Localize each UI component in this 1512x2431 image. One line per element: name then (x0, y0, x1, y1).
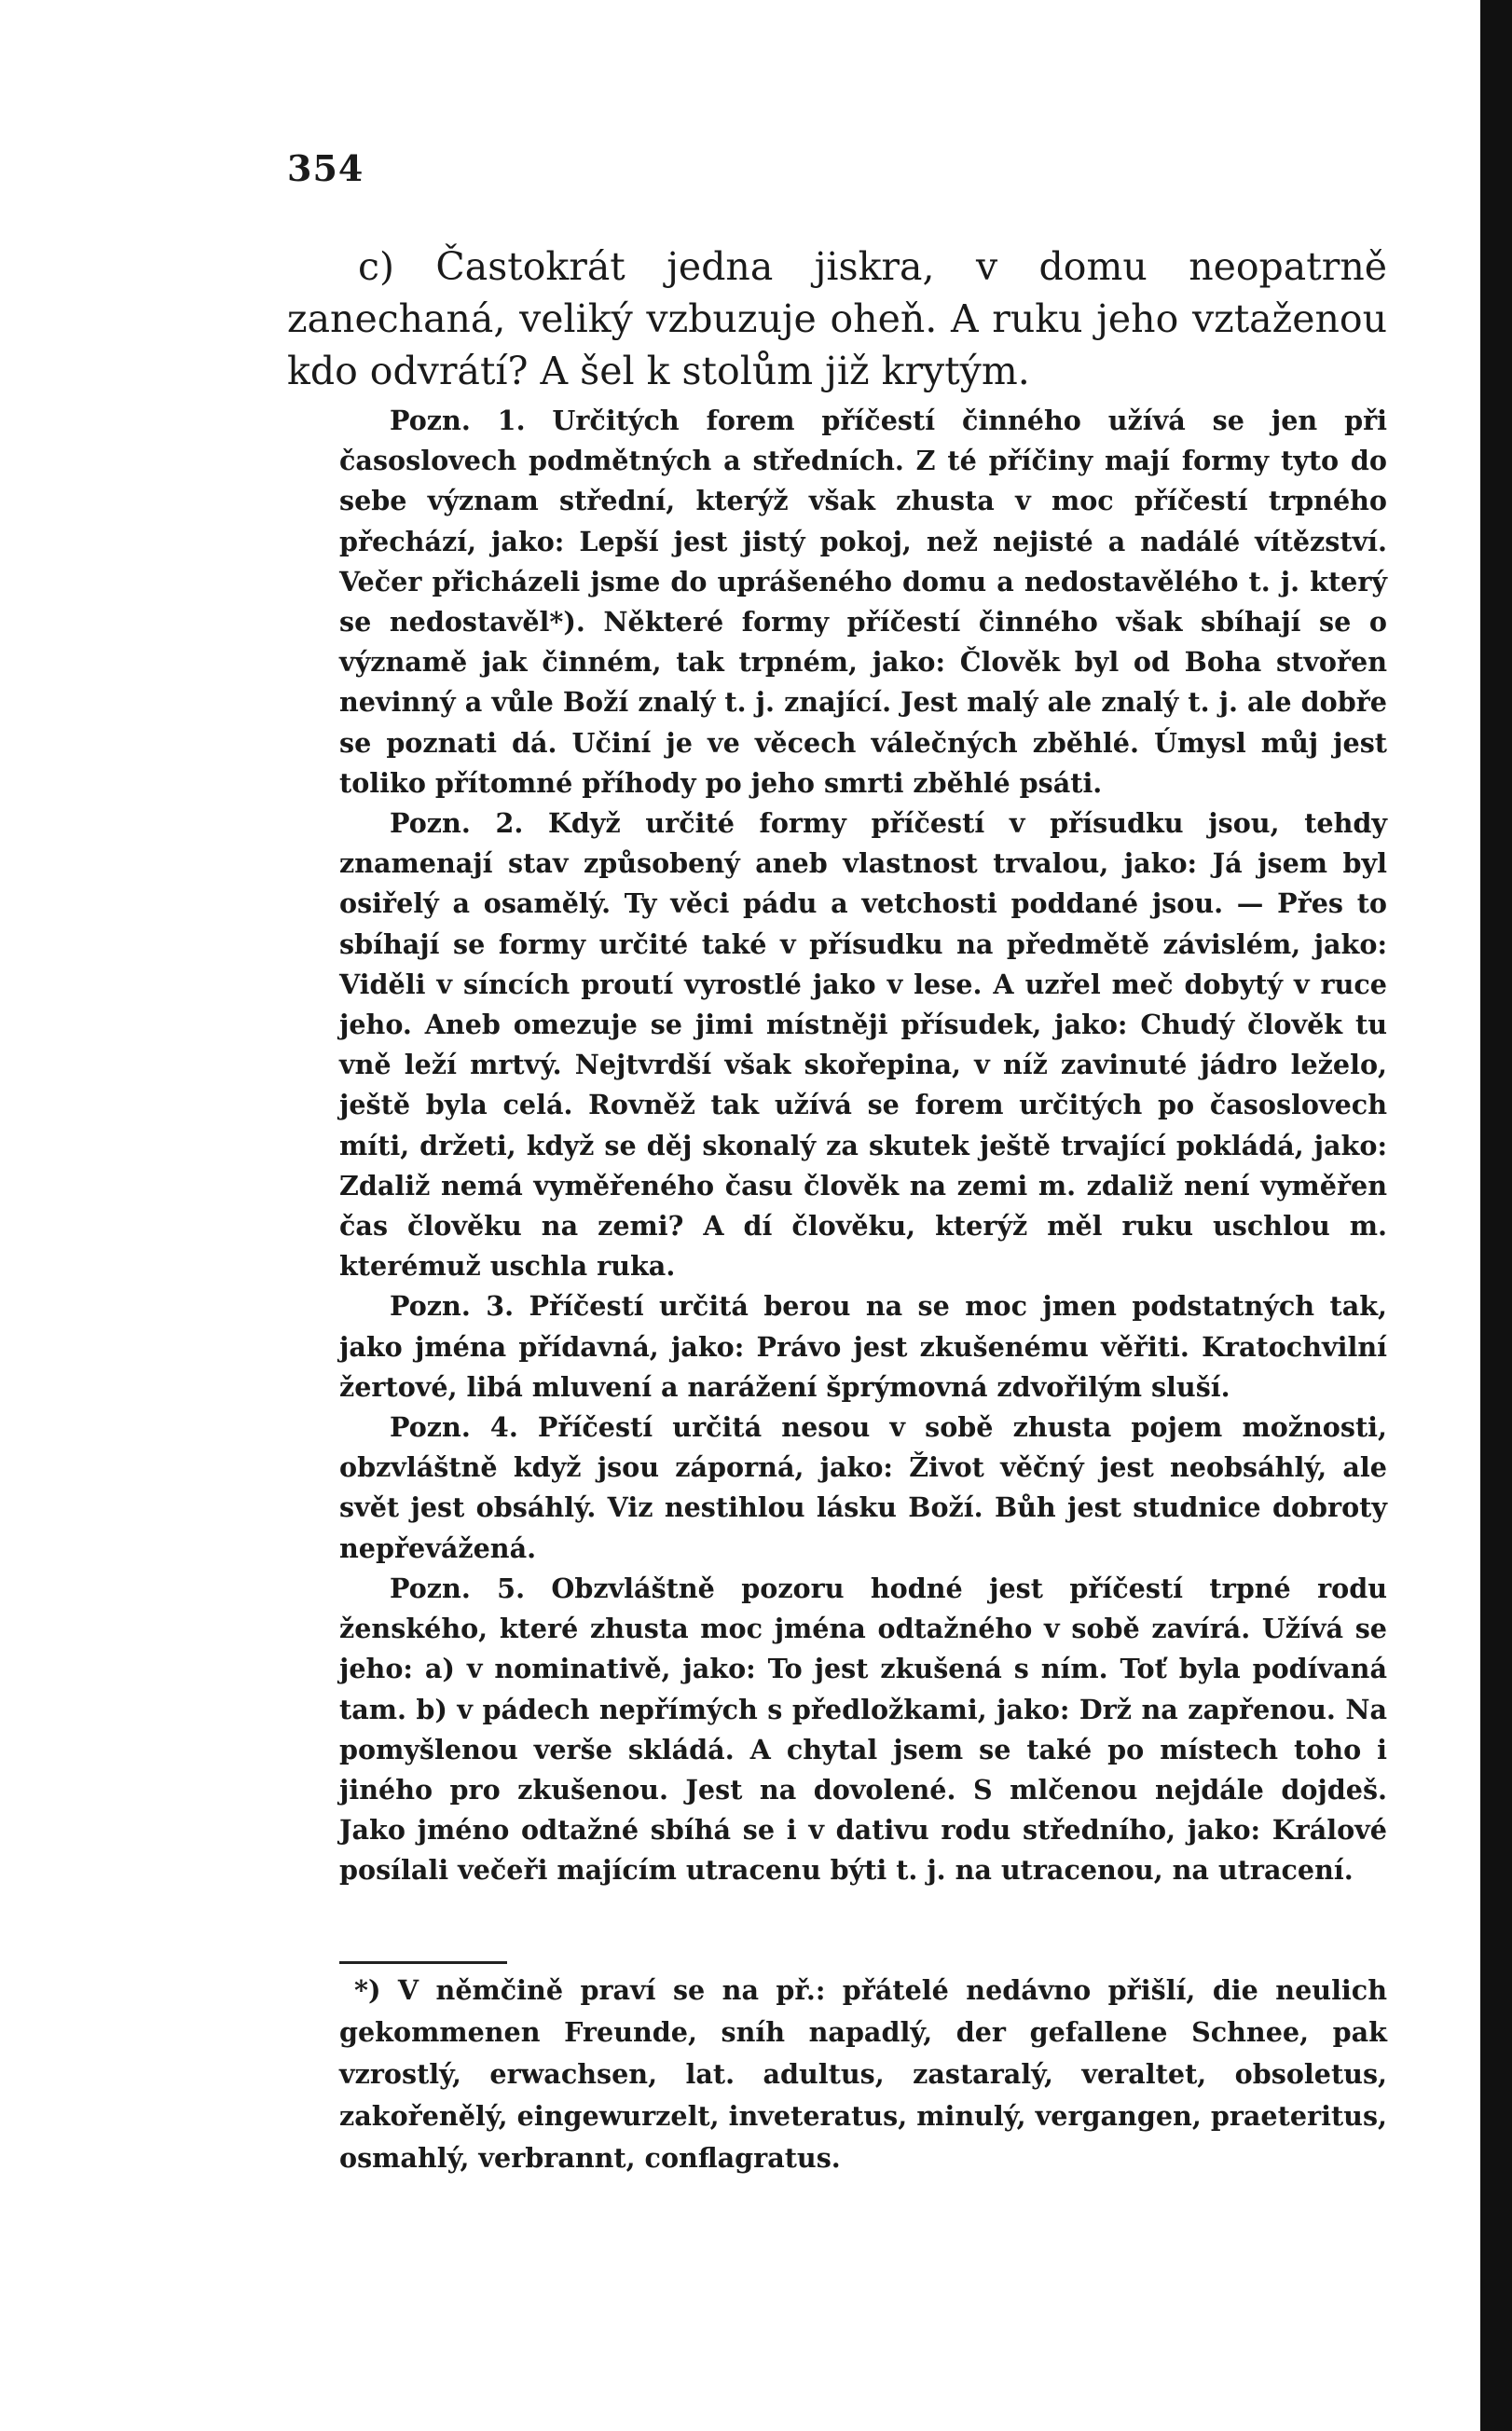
footnote-text: *) V němčině praví se na př.: přátelé nedávno přišlí, die neulich gekommenen Freunde, sníh napadlý, der gefallene Schnee, pak vzrostlý, erwachsen, lat. adultus, zastaralý, veraltet, obsoletus, zakořenělý, eingewurzelt, inveteratus, minulý, vergangen, praeteritus, osmahlý, verbrannt, conflagratus. (339, 1974, 1387, 2174)
page-number: 354 (287, 147, 364, 189)
intro-text: c) Častokrát jedna jiskra, v domu neopatrně zanechaná, veliký vzbuzuje oheň. A ruku jeho vztaženou kdo odvrátí? A šel k stolům již krytým. (287, 244, 1387, 393)
note-5: Pozn. 5. Obzvláštně pozoru hodné jest příčestí trpné rodu ženského, které zhusta moc jména odtažného v sobě zavírá. Užívá se jeho: a) v nominativě, jako: To jest zkušená s ním. Toť byla podívaná tam. b) v pádech nepřímých s předložkami, jako: Drž na zapřenou. Na pomyšlenou verše skládá. A chytal jsem se také po místech toho i jiného pro zkušenou. Jest na dovolené. S mlčenou nejdále dojdeš. Jako jméno odtažné sbíhá se i v dativu rodu středního, jako: Králové posílali večeři majícím utracenu býti t. j. na utracenou, na utracení. (339, 1572, 1387, 1887)
note-2: Pozn. 2. Když určité formy příčestí v přísudku jsou, tehdy znamenají stav způsobený aneb vlastnost trvalou, jako: Já jsem byl osiřelý a osamělý. Ty věci pádu a vetchosti poddané jsou. — Přes to sbíhají se formy určité také v přísudku na předmětě závislém, jako: Viděli v síncích proutí vyrostlé jako v lese. A uzřel meč dobytý v ruce jeho. Aneb omezuje se jimi místněji přísudek, jako: Chudý člověk tu vně leží mrtvý. Nejtvrdší však skořepina, v níž zavinuté jádro leželo, ještě byla celá. Rovněž tak užívá se forem určitých po časoslovech míti, držeti, když se děj skonalý za skutek ještě trvající pokládá, jako: Zdaliž nemá vyměřeného času člověk na zemi m. zdaliž není vyměřen čas člověku na zemi? A dí člověku, kterýž měl ruku uschlou m. kterémuž uschla ruka. (339, 807, 1387, 1283)
footnote (339, 1970, 1387, 2179)
note-3: Pozn. 3. Příčestí určitá berou na se moc jmen podstatných tak, jako jména přídavná, jako: Právo jest zkušenému věřiti. Kratochvilní žertové, libá mluvení a narážení šprýmovná zdvořilým sluší. (339, 1290, 1387, 1403)
footnote-divider (339, 1961, 507, 1964)
notes-section (339, 401, 1387, 1891)
scan-page-edge (1480, 0, 1512, 2431)
note-4: Pozn. 4. Příčestí určitá nesou v sobě zhusta pojem možnosti, obzvláštně když jsou záporná, jako: Život věčný jest neobsáhlý, ale svět jest obsáhlý. Viz nestihlou lásku Boží. Bůh jest studnice dobroty nepřevážená. (339, 1411, 1387, 1564)
intro-paragraph (287, 240, 1387, 397)
book-page (287, 0, 1387, 2431)
note-1: Pozn. 1. Určitých forem příčestí činného užívá se jen při časoslovech podmětných a středních. Z té příčiny mají formy tyto do sebe význam střední, kterýž však zhusta v moc příčestí trpného přechází, jako: Lepší jest jistý pokoj, než nejisté a nadálé vítězství. Večer přicházeli jsme do uprášeného domu a nedostavělého t. j. který se nedostavěl*). Některé formy příčestí činného však sbíhají se o významě jak činném, tak trpném, jako: Člověk byl od Boha stvořen nevinný a vůle Boží znalý t. j. znající. Jest malý ale znalý t. j. ale dobře se poznati dá. Učiní je ve věcech válečných zběhlé. Úmysl můj jest toliko přítomné příhody po jeho smrti zběhlé psáti. (339, 405, 1387, 799)
